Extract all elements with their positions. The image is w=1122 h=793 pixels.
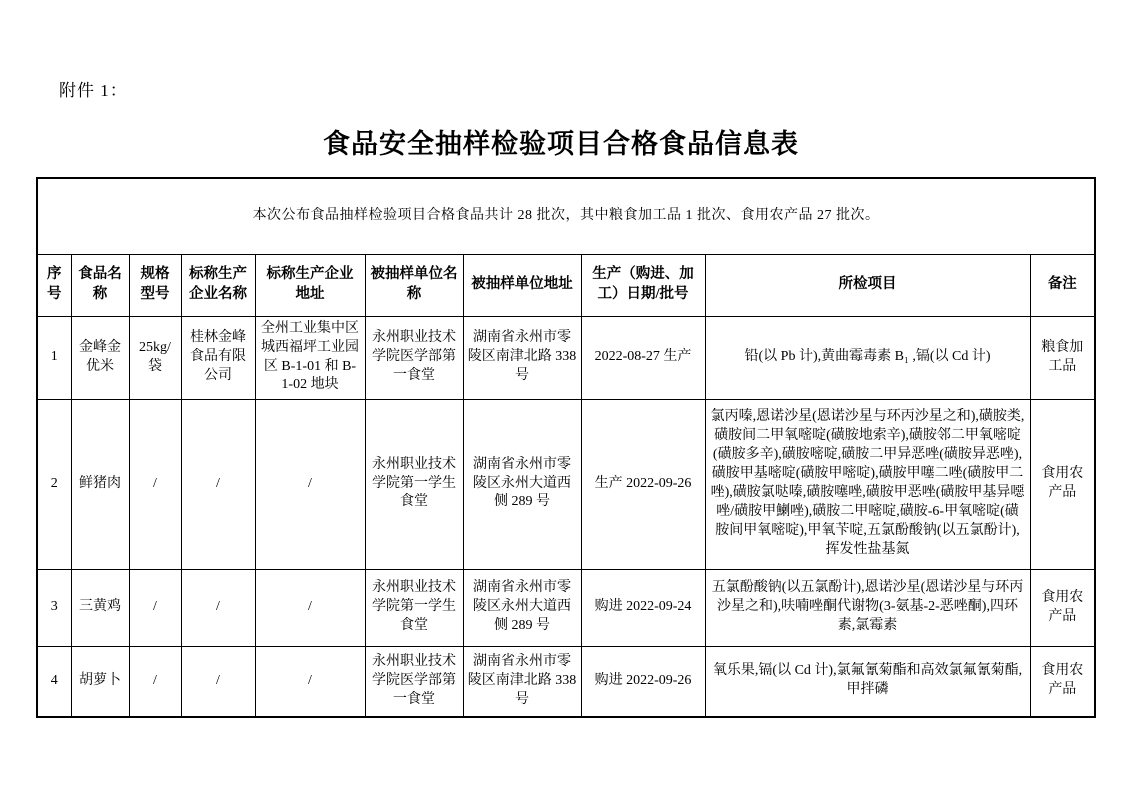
cell-food-name: 三黄鸡	[71, 569, 129, 646]
cell-date-batch: 2022-08-27 生产	[581, 316, 705, 399]
cell-producer-address: /	[255, 399, 365, 569]
cell-food-name: 鲜猪肉	[71, 399, 129, 569]
cell-spec: /	[129, 646, 181, 717]
page-title: 食品安全抽样检验项目合格食品信息表	[323, 129, 799, 159]
summary-text: 本次公布食品抽样检验项目合格食品共计 28 批次，其中粮食加工品 1 批次、食用农产品 27 批次。	[37, 178, 1095, 254]
header-date-batch: 生产（购进、加工）日期/批号	[581, 254, 705, 316]
cell-producer-name: 桂林金峰食品有限公司	[181, 316, 255, 399]
cell-spec: /	[129, 569, 181, 646]
attachment-label: 附件 1：	[59, 81, 128, 100]
cell-producer-name: /	[181, 569, 255, 646]
cell-food-name: 胡萝卜	[71, 646, 129, 717]
cell-sampled-unit-address: 湖南省永州市零陵区永州大道西侧 289 号	[463, 399, 581, 569]
cell-producer-address: /	[255, 646, 365, 717]
cell-sampled-unit-address: 湖南省永州市零陵区南津北路 338 号	[463, 646, 581, 717]
cell-tested-items: 氯丙嗪,恩诺沙星(恩诺沙星与环丙沙星之和),磺胺类,磺胺间二甲氧嘧啶(磺胺地索辛),磺胺邻二甲氧嘧啶(磺胺多辛),磺胺嘧啶,磺胺二甲异恶唑(磺胺异恶唑),磺胺甲基嘧啶(磺胺甲嘧啶),磺胺甲噻二唑(磺胺甲二唑),磺胺氯哒嗪,磺胺噻唑,磺胺甲恶唑(磺胺甲基异噁唑/磺胺甲鯻唑),磺胺二甲嘧啶,磺胺-6-甲氧嘧啶(磺胺间甲氧嘧啶),甲氧苄啶,五氯酚酸钠(以五氯酚计),挥发性盐基氮	[705, 399, 1030, 569]
header-seq: 序号	[37, 254, 71, 316]
cell-date-batch: 购进 2022-09-26	[581, 646, 705, 717]
table-row	[37, 399, 1095, 569]
table-row	[37, 569, 1095, 646]
cell-seq: 3	[37, 569, 71, 646]
cell-tested-items: 铅(以 Pb 计),黄曲霉毒素 B₁ ,镉(以 Cd 计)	[705, 316, 1030, 399]
cell-spec: /	[129, 399, 181, 569]
cell-producer-address: /	[255, 569, 365, 646]
cell-spec: 25kg/袋	[129, 316, 181, 399]
cell-tested-items: 五氯酚酸钠(以五氯酚计),恩诺沙星(恩诺沙星与环丙沙星之和),呋喃唑酮代谢物(3-氨基-2-恶唑酮),四环素,氯霉素	[705, 569, 1030, 646]
cell-seq: 4	[37, 646, 71, 717]
cell-date-batch: 生产 2022-09-26	[581, 399, 705, 569]
cell-sampled-unit-name: 永州职业技术学院第一学生食堂	[365, 399, 463, 569]
cell-remark: 食用农产品	[1030, 399, 1095, 569]
header-remark: 备注	[1030, 254, 1095, 316]
cell-sampled-unit-name: 永州职业技术学院医学部第一食堂	[365, 316, 463, 399]
cell-remark: 食用农产品	[1030, 569, 1095, 646]
cell-remark: 食用农产品	[1030, 646, 1095, 717]
header-spec: 规格型号	[129, 254, 181, 316]
header-producer-address: 标称生产企业地址	[255, 254, 365, 316]
cell-sampled-unit-name: 永州职业技术学院医学部第一食堂	[365, 646, 463, 717]
table-row	[37, 646, 1095, 717]
cell-producer-name: /	[181, 399, 255, 569]
table-row	[37, 316, 1095, 399]
header-producer-name: 标称生产企业名称	[181, 254, 255, 316]
table-header-row	[37, 254, 1095, 316]
summary-row	[37, 178, 1095, 254]
header-sampled-unit-address: 被抽样单位地址	[463, 254, 581, 316]
cell-sampled-unit-name: 永州职业技术学院第一学生食堂	[365, 569, 463, 646]
cell-tested-items: 氧乐果,镉(以 Cd 计),氯氟氰菊酯和高效氯氟氰菊酯,甲拌磷	[705, 646, 1030, 717]
cell-date-batch: 购进 2022-09-24	[581, 569, 705, 646]
cell-food-name: 金峰金优米	[71, 316, 129, 399]
header-food-name: 食品名称	[71, 254, 129, 316]
cell-seq: 2	[37, 399, 71, 569]
food-safety-table	[36, 177, 1096, 718]
header-sampled-unit-name: 被抽样单位名称	[365, 254, 463, 316]
cell-seq: 1	[37, 316, 71, 399]
cell-producer-address: 全州工业集中区城西福坪工业园区 B-1-01 和 B-1-02 地块	[255, 316, 365, 399]
header-tested-items: 所检项目	[705, 254, 1030, 316]
cell-sampled-unit-address: 湖南省永州市零陵区南津北路 338 号	[463, 316, 581, 399]
cell-sampled-unit-address: 湖南省永州市零陵区永州大道西侧 289 号	[463, 569, 581, 646]
cell-producer-name: /	[181, 646, 255, 717]
cell-remark: 粮食加工品	[1030, 316, 1095, 399]
